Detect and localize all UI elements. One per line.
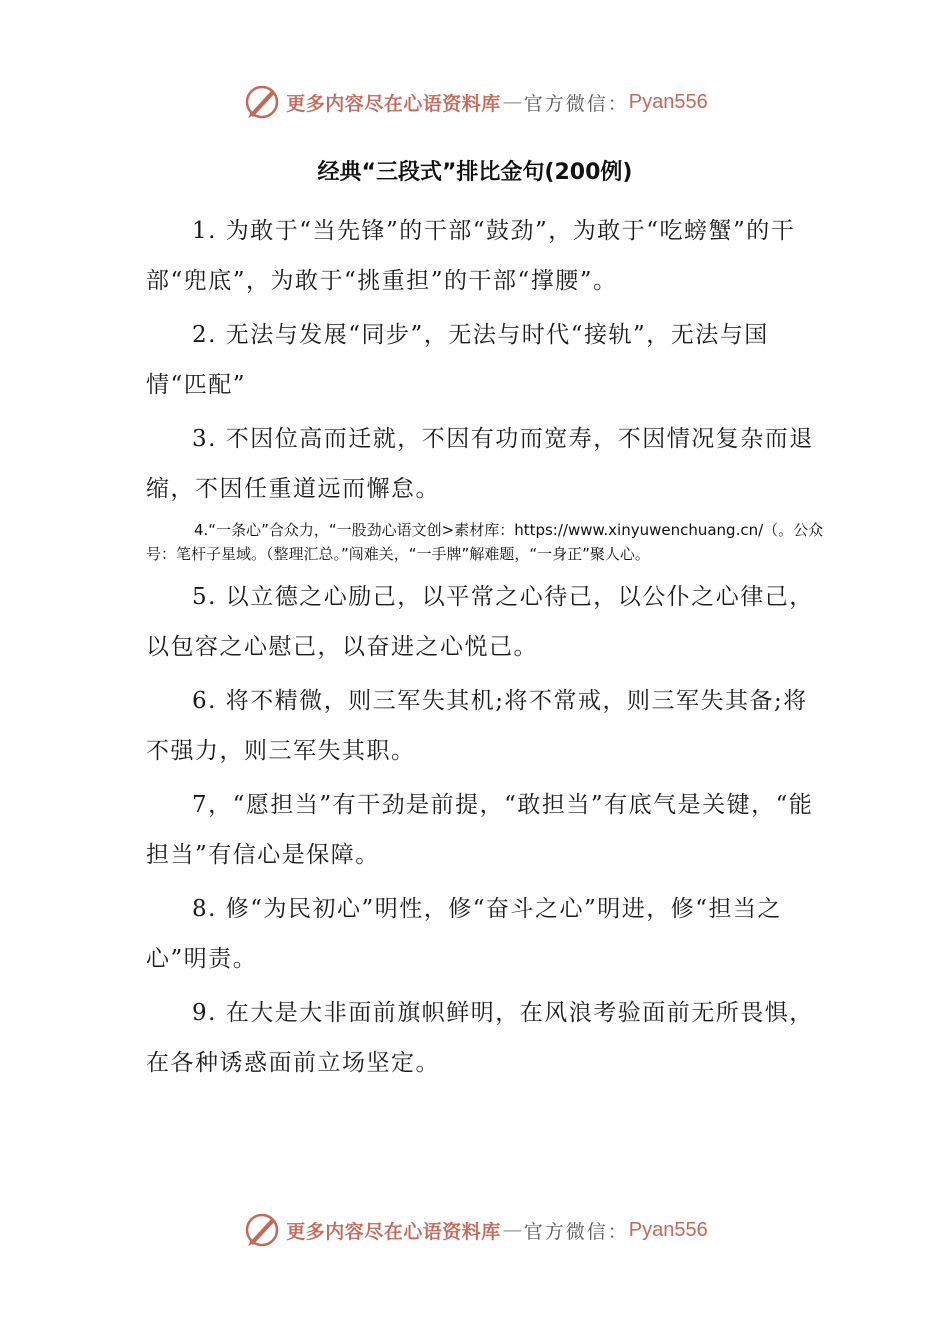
pen-logo-icon	[242, 1210, 282, 1250]
pen-logo-icon	[242, 82, 282, 122]
paragraph-6: 6. 将不精微，则三军失其机;将不常戒，则三军失其备;将不强力，则三军失其职。	[146, 688, 808, 764]
banner-separator: —	[502, 91, 522, 113]
paragraph-8: 8. 修“为民初心”明性，修“奋斗之心”明进，修“担当之心”明责。	[146, 896, 783, 972]
header-banner	[0, 80, 950, 124]
banner-official-text: 官方微信：	[523, 92, 629, 115]
footer-official-text: 官方微信：	[523, 1220, 629, 1243]
paragraph-2: 2. 无法与发展“同步”，无法与时代“接轨”，无法与国情“匹配”	[146, 322, 769, 398]
footer-separator: —	[502, 1219, 522, 1241]
paragraph-9: 9. 在大是大非面前旗帜鲜明，在风浪考验面前无所畏惧，在各种诱惑面前立场坚定。	[146, 1000, 814, 1076]
document-title: 经典“三段式”排比金句(200例)	[317, 160, 633, 185]
footer-banner	[0, 1208, 950, 1252]
paragraph-3: 3. 不因位高而迁就，不因有功而宽寿，不因情况复杂而退缩，不因任重道远而懈怠。	[146, 426, 814, 502]
paragraph-7: 7，“愿担当”有干劲是前提，“敢担当”有底气是关键，“能担当”有信心是保障。	[146, 792, 814, 868]
footer-wechat-id: Pyan556	[628, 1218, 708, 1241]
banner-wechat-id: Pyan556	[628, 90, 708, 113]
footer-brand-text: 更多内容尽在心语资料库	[286, 1220, 501, 1243]
paragraph-5: 5. 以立德之心励己，以平常之心待己，以公仆之心律己，以包容之心慰己，以奋进之心悦己。	[146, 584, 814, 660]
paragraph-4: 4.“一条心”合众力，“一股劲心语文创>素材库：https://www.xinyuwenchuang.cn/（。公众号：笔杆子星域。（整理汇总。”闯难关，“一手牌”解难题，“一身正”聚人心。	[146, 521, 824, 563]
document-body	[146, 206, 826, 1092]
banner-brand-text: 更多内容尽在心语资料库	[286, 92, 501, 115]
paragraph-1: 1. 为敢于“当先锋”的干部“鼓劲”，为敢于“吃螃蟹”的干部“兜底”，为敢于“挑重担”的干部“撑腰”。	[146, 218, 796, 294]
